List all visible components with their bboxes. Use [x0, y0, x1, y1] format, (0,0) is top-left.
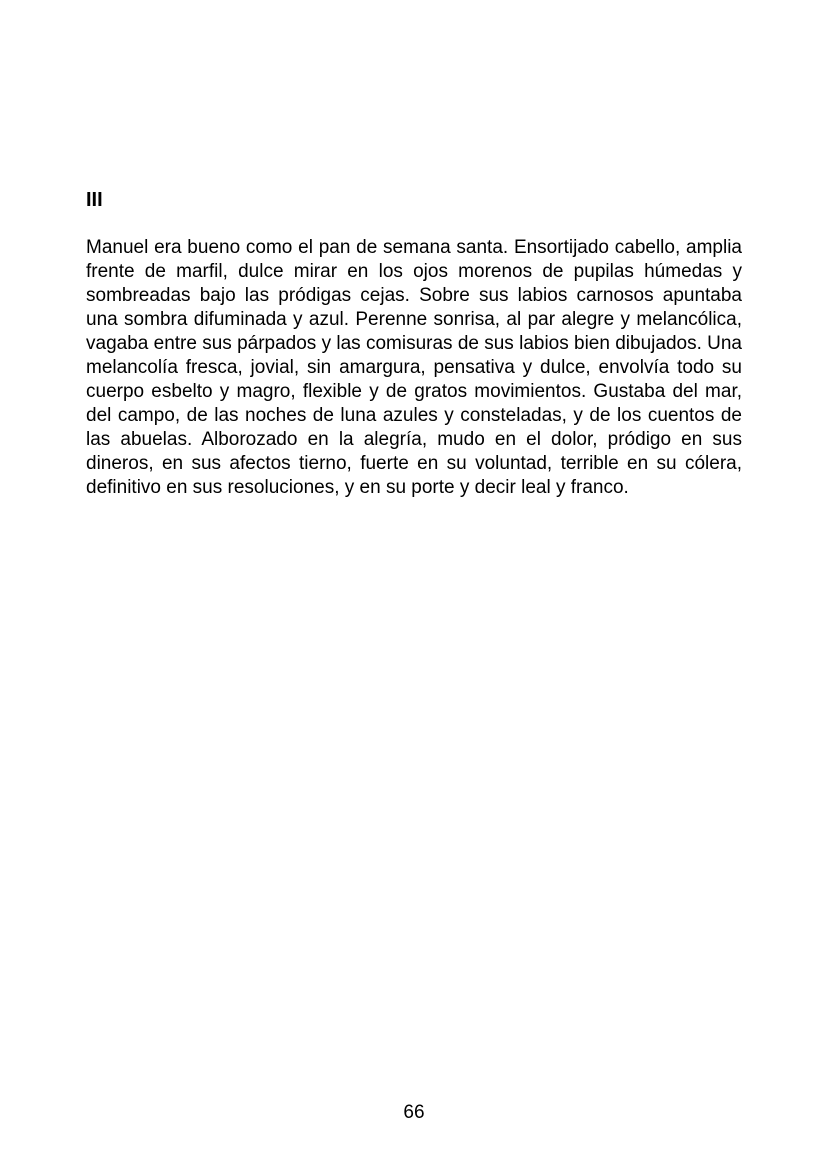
body-paragraph: Manuel era bueno como el pan de semana santa. Ensortijado cabello, amplia frente de marfil, dulce mirar en los ojos morenos de pupilas húmedas y sombreadas bajo las pródigas cejas. Sobre sus labios carnosos apuntaba una sombra difuminada y azul. Perenne sonrisa, al par alegre y melancólica, vagaba entre sus párpados y las comisuras de sus labios bien dibujados. Una melancolía fresca, jovial, sin amargura, pensativa y dulce, envolvía todo su cuerpo esbelto y magro, flexible y de gratos movimientos. Gustaba del mar, del campo, de las noches de luna azules y consteladas, y de los cuentos de las abuelas. Alborozado en la alegría, mudo en el dolor, pródigo en sus dineros, en sus afectos tierno, fuerte en su voluntad, terrible en su cólera, definitivo en sus resoluciones, y en su porte y decir leal y franco.	[86, 237, 742, 498]
chapter-heading: III	[86, 189, 103, 211]
page-number: 66	[403, 1102, 425, 1123]
